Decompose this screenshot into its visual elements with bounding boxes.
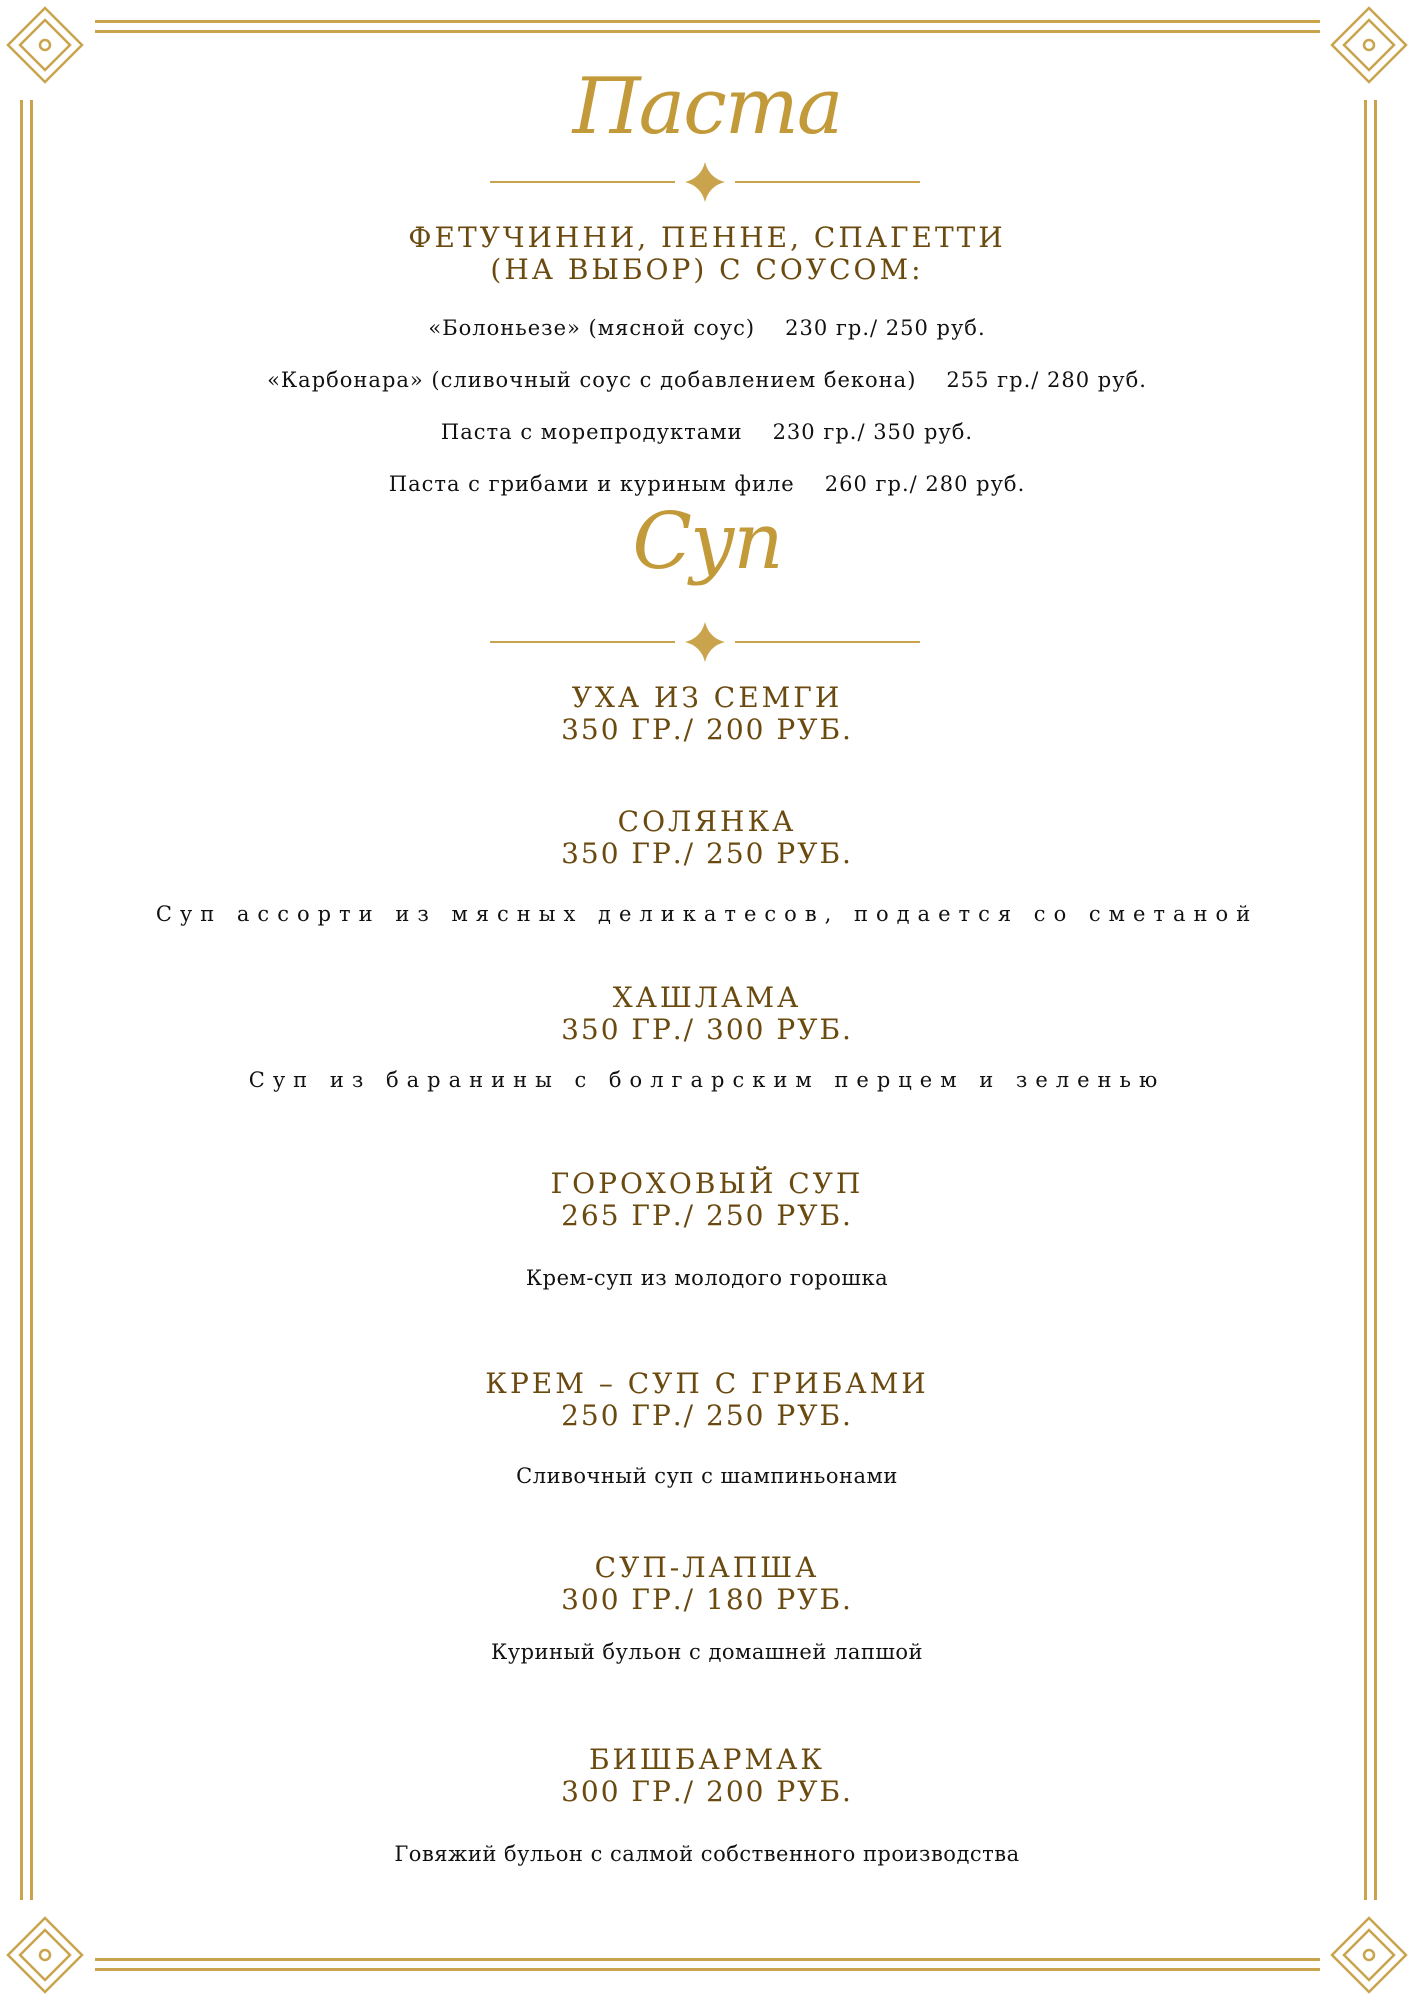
item-price: 230 гр./ 350 руб. <box>772 420 974 444</box>
menu-item <box>0 420 1414 444</box>
menu-item <box>0 368 1414 392</box>
soup-item <box>0 682 1414 746</box>
soup-price: 300 ГР./ 180 РУБ. <box>561 1583 853 1616</box>
soup-name: ХАШЛАМА <box>612 981 802 1014</box>
corner-ornament-icon <box>1324 1910 1414 2000</box>
soup-name: СОЛЯНКА <box>617 805 797 838</box>
soup-name: КРЕМ – СУП С ГРИБАМИ <box>485 1367 929 1400</box>
soup-item <box>0 1744 1414 1808</box>
frame-bottom-line-inner <box>95 1958 1320 1961</box>
soup-description: Говяжий бульон с салмой собственного производства <box>394 1842 1020 1866</box>
soup-price: 265 ГР./ 250 РУБ. <box>561 1199 853 1232</box>
soup-price: 300 ГР./ 200 РУБ. <box>561 1775 853 1808</box>
soup-price: 250 ГР./ 250 РУБ. <box>561 1399 853 1432</box>
soup-item <box>0 982 1414 1046</box>
menu-item <box>0 316 1414 340</box>
frame-top-line <box>95 20 1320 23</box>
soup-description: Крем-суп из молодого горошка <box>525 1266 889 1290</box>
item-name: «Болоньезе» (мясной соус) <box>428 316 756 340</box>
item-name: Паста с морепродуктами <box>440 420 743 444</box>
soup-price: 350 ГР./ 300 РУБ. <box>561 1013 853 1046</box>
star-divider-icon <box>480 622 930 662</box>
pasta-heading <box>0 222 1414 286</box>
soup-item <box>0 1552 1414 1616</box>
soup-description: Сливочный суп с шампиньонами <box>516 1464 898 1488</box>
item-name: Паста с грибами и куриным филе <box>388 472 795 496</box>
frame-bottom-line <box>95 1968 1320 1971</box>
frame-top-line-inner <box>95 30 1320 33</box>
pasta-heading-line2: (НА ВЫБОР) С СОУСОМ: <box>490 253 924 286</box>
menu-item <box>0 472 1414 496</box>
soup-item <box>0 806 1414 870</box>
soup-name: СУП-ЛАПША <box>594 1551 820 1584</box>
soup-name: УХА ИЗ СЕМГИ <box>571 681 843 714</box>
soup-description: Куриный бульон с домашней лапшой <box>490 1640 924 1664</box>
soup-name: БИШБАРМАК <box>588 1743 826 1776</box>
soup-title: Суп <box>632 497 782 587</box>
corner-ornament-icon <box>0 1910 90 2000</box>
soup-item <box>0 1368 1414 1432</box>
soup-item <box>0 1168 1414 1232</box>
item-price: 260 гр./ 280 руб. <box>824 472 1026 496</box>
item-name: «Карбонара» (сливочный соус с добавлением бекона) <box>267 368 917 392</box>
soup-description: Суп ассорти из мясных деликатесов, подается со сметаной <box>155 902 1259 926</box>
star-divider-icon <box>480 162 930 202</box>
soup-price: 350 ГР./ 250 РУБ. <box>561 837 853 870</box>
soup-price: 350 ГР./ 200 РУБ. <box>561 713 853 746</box>
item-price: 230 гр./ 250 руб. <box>785 316 986 340</box>
pasta-heading-line1: ФЕТУЧИННИ, ПЕННЕ, СПАГЕТТИ <box>408 221 1006 254</box>
item-price: 255 гр./ 280 руб. <box>946 368 1147 392</box>
soup-name: ГОРОХОВЫЙ СУП <box>550 1167 864 1200</box>
soup-description: Суп из баранины с болгарским перцем и зеленью <box>248 1068 1166 1092</box>
pasta-title: Паста <box>572 62 842 152</box>
